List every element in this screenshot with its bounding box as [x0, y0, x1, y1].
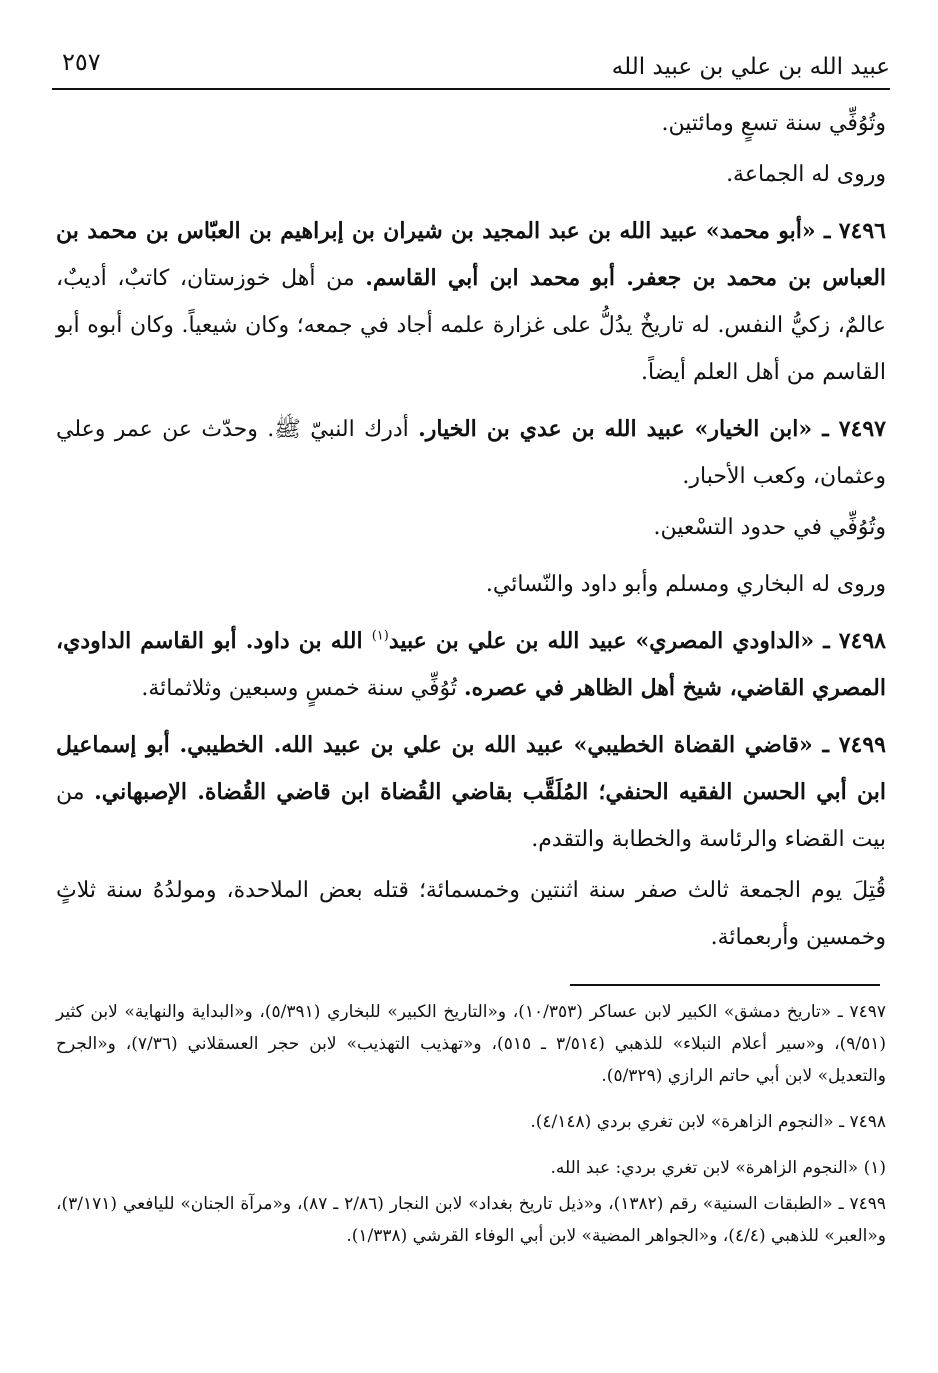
footnote-7497: ٧٤٩٧ ـ «تاريخ دمشق» الكبير لابن عساكر (١٠/٣٥٣)، و«التاريخ الكبير» للبخاري (٥/٣٩١)، و«البداية والنهاية» لابن كثير (٩/٥١)، و«سير أعلام النبلاء» للذهبي (٣/٥١٤ ـ ٥١٥)، و«تهذيب التهذيب» لابن حجر العسقلاني (٧/٣٦)، و«الجرح والتعديل» لابن أبي حاتم الرازي (٥/٣٢٩). — [56, 1002, 887, 1086]
narrators-note-7495: وروى له الجماعة. — [726, 162, 886, 187]
main-text — [56, 100, 886, 971]
footnote-1: (١) «النجوم الزاهرة» لابن تغري بردي: عبد الله. — [550, 1158, 886, 1178]
footnote-marker-1[interactable]: (١) — [371, 628, 389, 644]
entry-7499-text: من بيت القضاء والرئاسة والخطابة والتقدم. — [56, 780, 886, 852]
entry-7498-heading-cont: الله بن داود. أبو القاسم الداودي، المصري القاضي، شيخ أهل الظاهر في عصره. — [56, 628, 886, 701]
entry-7496 — [56, 208, 886, 396]
footnote-divider — [570, 984, 880, 986]
entry-7499-heading: ٧٤٩٩ ـ «قاضي القضاة الخطيبي» عبيد الله بن علي بن عبيد الله. الخطيبي. أبو إسماعيل ابن أبي الحسن الفقيه الحنفي؛ المُلَقَّب بقاضي القُضاة ابن قاضي القُضاة. الإصبهاني. — [56, 732, 886, 805]
page-number: ٢٥٧ — [62, 48, 101, 76]
entry-7498-text: تُوُفِّي سنة خمسٍ وسبعين وثلاثمائة. — [141, 676, 464, 701]
entry-7497-heading: ٧٤٩٧ ـ «ابن الخيار» عبيد الله بن عدي بن الخيار. — [418, 416, 886, 442]
entry-7499 — [56, 722, 886, 863]
running-title: عبيد الله بن علي بن عبيد الله — [611, 54, 890, 80]
entry-7498 — [56, 618, 886, 712]
page-header — [52, 36, 890, 90]
entry-7496-text: من أهل خوزستان، كاتبٌ، أديبٌ، عالمٌ، زكيُّ النفس. له تاريخٌ يدُلُّ على غزارة علمه أجاد في جمعه؛ وكان شيعياً. وكان أبوه أبو القاسم من أهل العلم أيضاً. — [56, 266, 886, 385]
entry-7498-heading: ٧٤٩٨ ـ «الداودي المصري» عبيد الله بن علي بن عبيد — [388, 628, 886, 654]
footnotes — [56, 996, 886, 1266]
narrators-note-7497: وروى له البخاري ومسلم وأبو داود والنّسائي. — [485, 572, 886, 597]
death-note-7495: وتُوُفِّي سنة تسعٍ ومائتين. — [661, 111, 886, 136]
death-note-7497: وتُوُفِّي في حدود التسْعين. — [653, 515, 886, 540]
entry-7497 — [56, 406, 886, 500]
footnote-7498: ٧٤٩٨ ـ «النجوم الزاهرة» لابن تغري بردي (٤/١٤٨). — [530, 1112, 886, 1132]
entry-7496-heading: ٧٤٩٦ ـ «أبو محمد» عبيد الله بن عبد المجيد بن شيران بن إبراهيم بن العبّاس بن محمد بن العباس بن محمد بن جعفر. أبو محمد ابن أبي القاسم. — [56, 218, 887, 291]
footnote-7499: ٧٤٩٩ ـ «الطبقات السنية» رقم (١٣٨٢)، و«ذيل تاريخ بغداد» لابن النجار (٢/٨٦ ـ ٨٧)، و«مرآة الجنان» لليافعي (٣/١٧١)، و«العبر» للذهبي (٤/٤)، و«الجواهر المضية» لابن أبي الوفاء القرشي (١/٣٣٨). — [56, 1194, 886, 1246]
entry-7497-text: أدرك النبيّ ﷺ. وحدّث عن عمر وعلي وعثمان، وكعب الأحبار. — [56, 417, 886, 489]
killed-note-7499: قُتِلَ يوم الجمعة ثالث صفر سنة اثنتين وخمسمائة؛ قتله بعض الملاحدة، ومولدُهُ سنة ثلاثٍ وخمسين وأربعمائة. — [56, 878, 886, 950]
